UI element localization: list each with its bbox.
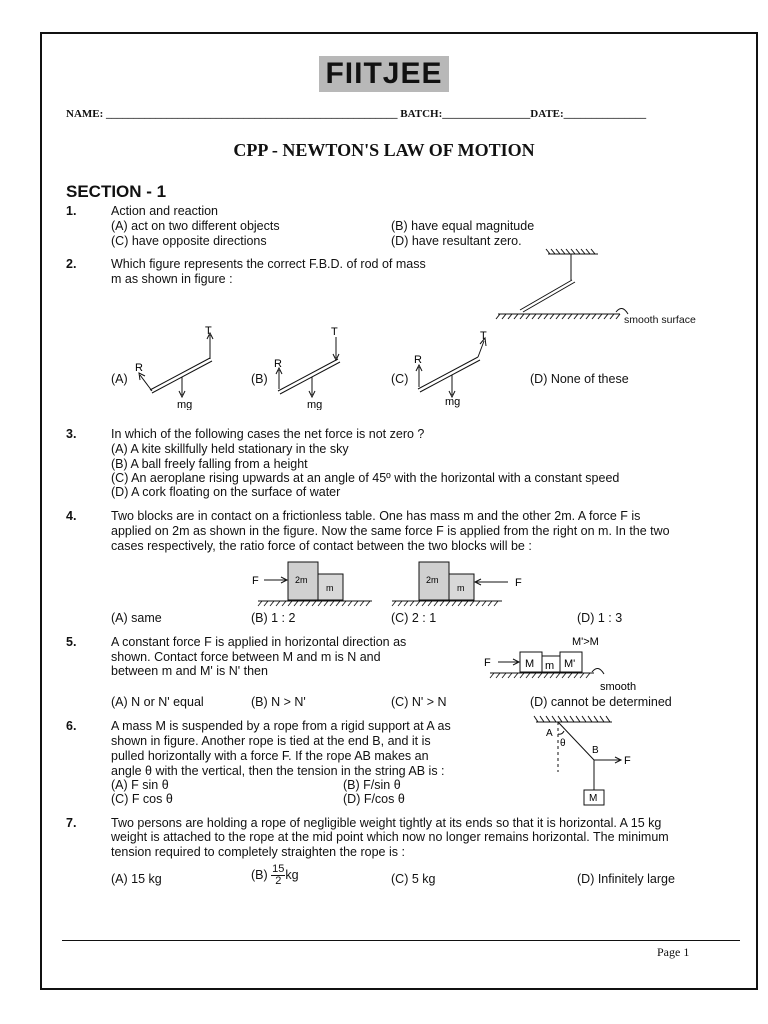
q4f2-f: F	[515, 577, 522, 589]
q5-Mp: M'	[564, 658, 576, 670]
q5-figure	[482, 632, 652, 694]
q7-b-denominator: 2	[275, 875, 282, 887]
q5-option-c: (C) N' > N	[391, 695, 447, 709]
q4-line3: cases respectively, the ratio force of contact between the two blocks will be :	[111, 539, 532, 553]
q2-option-a: (A)	[111, 372, 128, 386]
q4-line1: Two blocks are in contact on a frictionless table. One has mass m and the other 2m. A force F is	[111, 509, 641, 523]
q6-option-b: (B) F/sin θ	[343, 778, 401, 792]
q6-option-a: (A) F sin θ	[111, 778, 169, 792]
q6-figure	[530, 712, 670, 807]
q4f1-f: F	[252, 575, 259, 587]
q6-b: B	[592, 745, 599, 756]
q5-mass-relation: M'>M	[572, 636, 599, 648]
q5-floor-hatch	[490, 673, 590, 678]
q2-fbd-a	[130, 325, 230, 410]
name-label: NAME:	[66, 108, 104, 120]
q3-option-a: (A) A kite skillfully held stationary in the sky	[111, 442, 349, 456]
q4-number: 4.	[66, 509, 77, 523]
q1-text: Action and reaction	[111, 204, 219, 218]
q2-line2: m as shown in figure :	[111, 272, 233, 286]
name-line: _____________________________________________________	[106, 108, 398, 120]
q2a-t: T	[205, 325, 212, 337]
date-label: DATE:	[530, 108, 564, 120]
q2-option-c: (C)	[391, 372, 409, 386]
q2-line1: Which figure represents the correct F.B.D. of rod of mass	[111, 257, 426, 271]
q5-line1: A constant force F is applied in horizontal direction as	[111, 635, 407, 649]
q2-smooth-surface-label: smooth surface	[624, 314, 696, 326]
q4-option-b: (B) 1 : 2	[251, 611, 296, 625]
batch-label: BATCH:	[400, 108, 443, 120]
q7-option-a: (A) 15 kg	[111, 872, 162, 886]
q5-m: m	[545, 660, 555, 672]
q1-option-a: (A) act on two different objects	[111, 219, 280, 233]
q2-fbd-b	[270, 325, 370, 410]
q7-number: 7.	[66, 816, 77, 830]
q7-option-c: (C) 5 kg	[391, 872, 436, 886]
q4f2-m: m	[457, 583, 465, 593]
q5-f: F	[484, 657, 491, 669]
q4f1-2m: 2m	[295, 575, 308, 585]
q6-line4: angle θ with the vertical, then the tension in the string AB is :	[111, 764, 445, 778]
q1-option-c: (C) have opposite directions	[111, 234, 267, 248]
q1-option-d: (D) have resultant zero.	[391, 234, 522, 248]
q2-fbd-c	[410, 325, 510, 410]
q7-b-prefix: (B)	[251, 868, 268, 882]
q4-option-d: (D) 1 : 3	[577, 611, 623, 625]
q5-option-b: (B) N > N'	[251, 695, 306, 709]
q3-number: 3.	[66, 427, 77, 441]
q4-floor-hatch-2	[392, 601, 498, 606]
q5-line3: between m and M' is N' then	[111, 664, 268, 678]
q2b-r: R	[274, 358, 282, 370]
q2a-r: R	[135, 362, 143, 374]
q4f2-2m: 2m	[426, 575, 439, 585]
q5-M: M	[525, 658, 535, 670]
name-field	[66, 108, 646, 120]
q1-number: 1.	[66, 204, 77, 218]
q2b-t: T	[331, 326, 338, 338]
q3-option-c: (C) An aeroplane rising upwards at an angle of 45º with the horizontal with a constant speed	[111, 471, 620, 485]
q2b-mg: mg	[307, 399, 323, 410]
batch-line: ________________	[442, 108, 531, 120]
q4-option-c: (C) 2 : 1	[391, 611, 437, 625]
q3-text: In which of the following cases the net force is not zero ?	[111, 427, 425, 441]
q2c-r: R	[414, 354, 422, 366]
q5-line2: shown. Contact force between M and m is N and	[111, 650, 381, 664]
q2c-t: T	[480, 330, 487, 342]
q6-a: A	[546, 728, 553, 739]
q3-option-b: (B) A ball freely falling from a height	[111, 457, 308, 471]
q7-option-b	[251, 864, 299, 887]
q4-figure-1	[248, 558, 378, 610]
q7-line2: weight is attached to the rope at the mid point which now no longer remains horizontal. The minimum	[111, 830, 669, 844]
footer-divider	[62, 940, 740, 941]
q6-f: F	[624, 755, 631, 767]
q5-option-a: (A) N or N' equal	[111, 695, 204, 709]
q7-option-d: (D) Infinitely large	[577, 872, 675, 886]
q4f1-m: m	[326, 583, 334, 593]
q6-line3: pulled horizontally with a force F. If the rope AB makes an	[111, 749, 429, 763]
q6-option-c: (C) F cos θ	[111, 792, 173, 806]
q6-theta: θ	[560, 738, 566, 749]
page-title: CPP - NEWTON'S LAW OF MOTION	[233, 140, 535, 160]
q1-option-b: (B) have equal magnitude	[391, 219, 535, 233]
q2-option-b: (B)	[251, 372, 268, 386]
page-number: Page 1	[657, 945, 690, 959]
q6-option-d: (D) F/cos θ	[343, 792, 405, 806]
q4-line2: applied on 2m as shown in the figure. Now the same force F is applied from the right on m. In the two	[111, 524, 670, 538]
q7-line3: tension required to completely straighten the rope is :	[111, 845, 405, 859]
q6-number: 6.	[66, 719, 77, 733]
fiitjee-logo: FIITJEE	[319, 56, 449, 92]
q7-line1: Two persons are holding a rope of negligible weight tightly at its ends so that it is horizontal. A 15 kg	[111, 816, 662, 830]
q6-line1: A mass M is suspended by a rope from a rigid support at A as	[111, 719, 451, 733]
q4-option-a: (A) same	[111, 611, 162, 625]
q2-option-d: (D) None of these	[530, 372, 629, 386]
q5-smooth: smooth	[600, 681, 637, 693]
q7-b-fraction	[271, 864, 285, 887]
q2a-mg: mg	[177, 399, 193, 410]
q2c-mg: mg	[445, 396, 461, 408]
q7-b-numerator: 15	[272, 863, 285, 875]
q3-option-d: (D) A cork floating on the surface of water	[111, 485, 341, 499]
section-heading: SECTION - 1	[66, 182, 167, 201]
q2-number: 2.	[66, 257, 77, 271]
q2-rod-figure	[490, 248, 715, 333]
q7-b-unit: kg	[285, 868, 299, 882]
q4-figure-2	[388, 558, 533, 610]
q4-floor-hatch-1	[258, 601, 370, 606]
q6-m: M	[589, 793, 598, 804]
q6-line2: shown in figure. Another rope is tied at the end B, and it is	[111, 734, 431, 748]
date-line: _______________	[563, 108, 647, 120]
q5-option-d: (D) cannot be determined	[530, 695, 672, 709]
q5-number: 5.	[66, 635, 77, 649]
